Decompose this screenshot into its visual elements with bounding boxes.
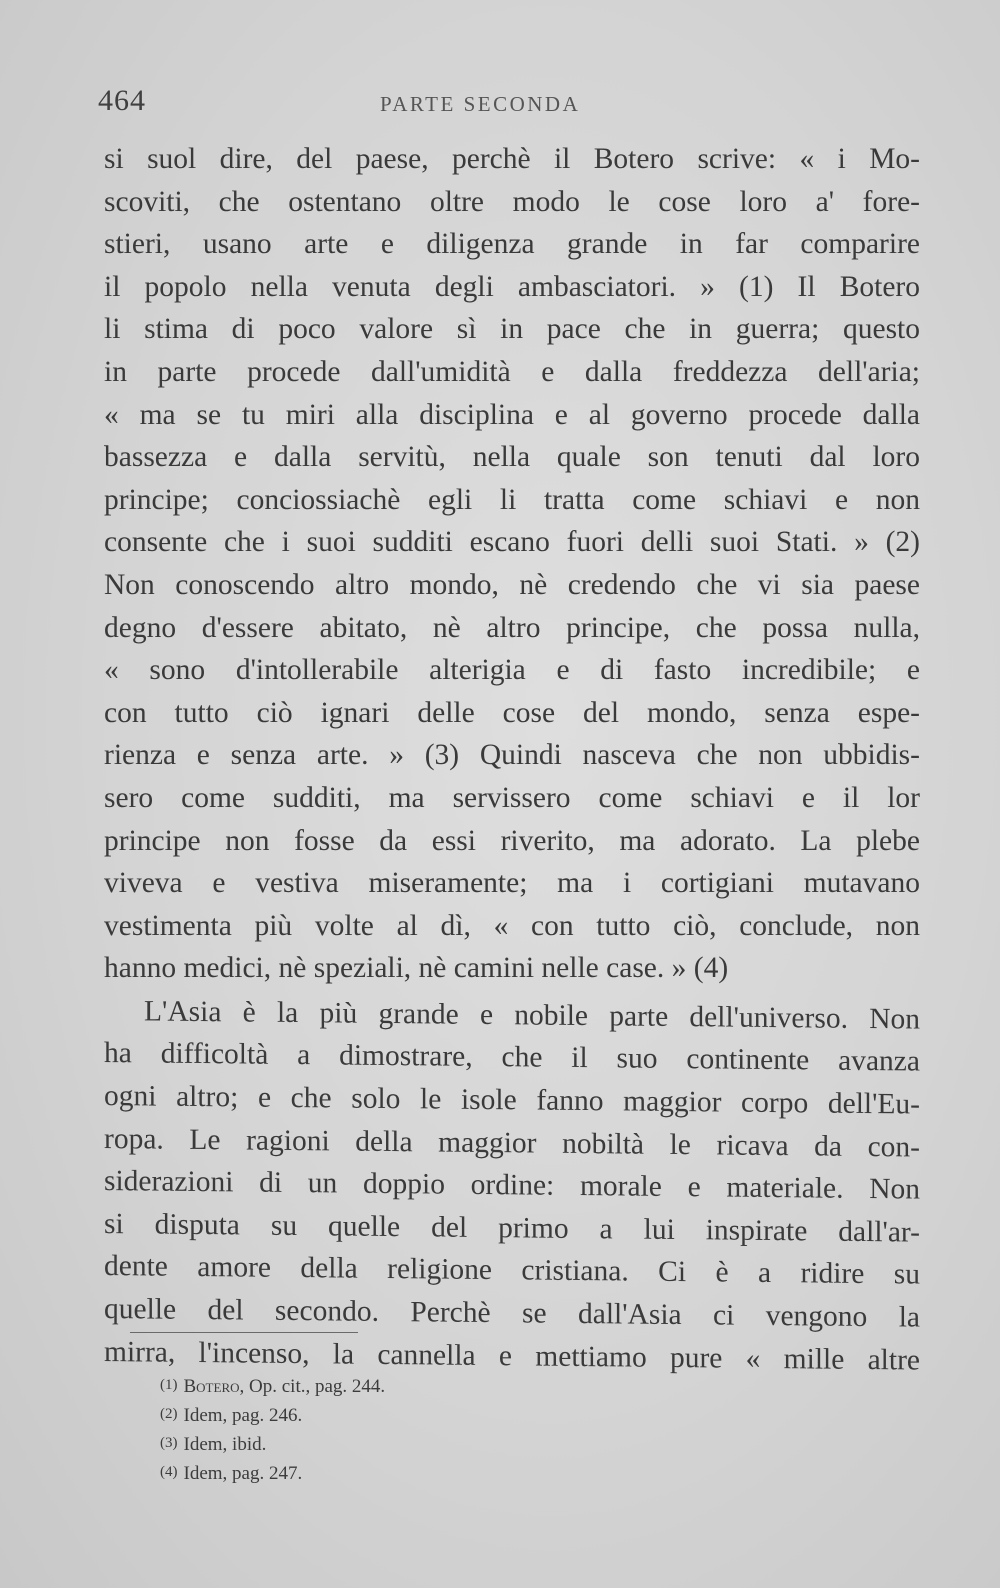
- text-line: li stima di poco valore sì in pace che in guerra; questo: [104, 313, 920, 346]
- text-line: dente amore della religione cristiana. Ci è a ridire su: [104, 1250, 920, 1291]
- text-line: ropa. Le ragioni della maggior nobiltà le ricava da con-: [104, 1122, 920, 1164]
- footnote-text: Idem, pag. 247.: [183, 1463, 303, 1484]
- footnote-text: Idem, ibid.: [183, 1434, 267, 1455]
- text-line: vestimenta più volte al dì, « con tutto ciò, conclude, non: [104, 909, 920, 942]
- text-line: « sono d'intollerabile alterigia e di fasto incredibile; e: [104, 654, 920, 687]
- text-line: sero come sudditi, ma servissero come schiavi e il lor: [104, 781, 920, 814]
- text-line: principe; conciossiachè egli li tratta come schiavi e non: [104, 483, 920, 516]
- footnote-marker: (3): [160, 1435, 178, 1451]
- text-line: « ma se tu miri alla disciplina e al governo procede dalla: [104, 398, 920, 431]
- footnote-marker: (2): [160, 1406, 178, 1422]
- text-line: bassezza e dalla servitù, nella quale son tenuti dal loro: [104, 441, 920, 474]
- text-line: viveva e vestiva miseramente; ma i cortigiani mutavano: [104, 867, 920, 900]
- text-line: mirra, l'incenso, la cannella e mettiamo pure « mille altre: [104, 1335, 920, 1377]
- text-line: in parte procede dall'umidità e dalla freddezza dell'aria;: [104, 355, 920, 388]
- footnote: [160, 1459, 660, 1488]
- footnote-author: Botero: [183, 1376, 240, 1397]
- footnote-rule: [130, 1332, 358, 1333]
- footnote: [160, 1372, 660, 1401]
- footnote-text: Idem, pag. 246.: [183, 1405, 303, 1426]
- text-line: hanno medici, nè speziali, nè camini nelle case. » (4): [104, 952, 729, 985]
- text-line: stieri, usano arte e diligenza grande in far comparire: [104, 228, 920, 261]
- text-line: scoviti, che ostentano oltre modo le cose loro a' fore-: [104, 185, 920, 218]
- text-line: ogni altro; e che solo le isole fanno maggior corpo dell'Eu-: [104, 1080, 920, 1121]
- text-line: Non conoscendo altro mondo, nè credendo che vi sia paese: [104, 568, 920, 601]
- text-line: con tutto ciò ignari delle cose del mondo, senza espe-: [104, 696, 920, 729]
- running-head: [98, 84, 918, 124]
- text-line: degno d'essere abitato, nè altro principe, che possa nulla,: [104, 611, 920, 644]
- body-text: [104, 138, 920, 1377]
- text-line: si suol dire, del paese, perchè il Botero scrive: « i Mo-: [104, 143, 920, 175]
- footnote-marker: (1): [160, 1377, 178, 1393]
- text-line: rienza e senza arte. » (3) Quindi nasceva che non ubbidis-: [104, 739, 920, 772]
- text-line: quelle del secondo. Perchè se dall'Asia ci vengono la: [104, 1293, 920, 1334]
- text-line: principe non fosse da essi riverito, ma adorato. La plebe: [104, 824, 920, 857]
- text-line: il popolo nella venuta degli ambasciatori. » (1) Il Botero: [104, 270, 920, 303]
- page-number: 464: [98, 84, 146, 117]
- footnotes: [160, 1372, 660, 1488]
- footnote-text: , Op. cit., pag. 244.: [239, 1376, 386, 1397]
- text-line: si disputa su quelle del primo a lui inspirate dall'ar-: [104, 1207, 920, 1249]
- text-line: siderazioni di un doppio ordine: morale e materiale. Non: [104, 1165, 920, 1206]
- text-line: consente che i suoi sudditi escano fuori delli suoi Stati. » (2): [104, 526, 920, 559]
- running-title: PARTE SECONDA: [380, 92, 581, 116]
- text-line: L'Asia è la più grande e nobile parte dell'universo. Non: [144, 995, 920, 1036]
- footnote: [160, 1401, 660, 1430]
- footnote-marker: (4): [160, 1464, 178, 1480]
- text-line: ha difficoltà a dimostrare, che il suo continente avanza: [104, 1037, 920, 1079]
- footnote: [160, 1430, 660, 1459]
